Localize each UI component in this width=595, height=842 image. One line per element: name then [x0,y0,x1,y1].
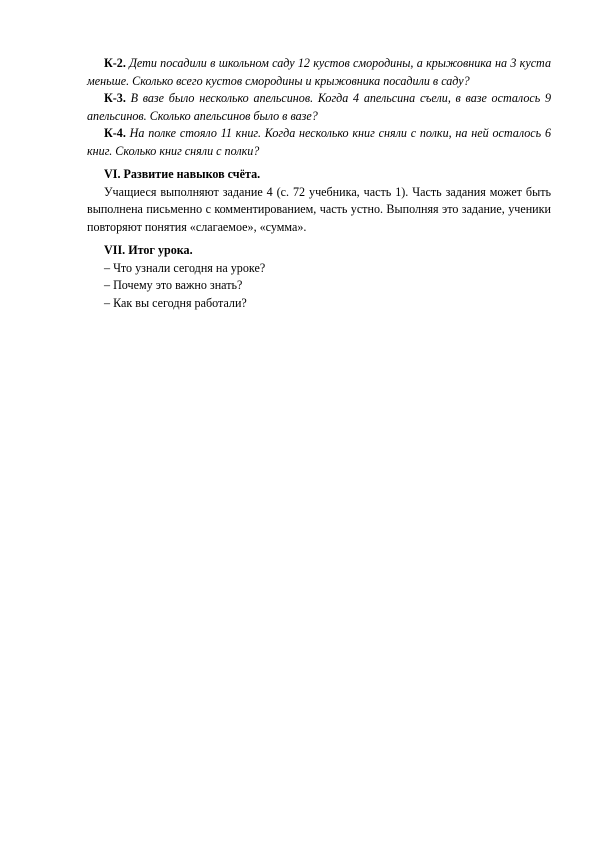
task-text: В вазе было несколько апельсинов. Когда 4 апельсина съели, в вазе осталось 9 апельсинов. Сколько апельсинов было в вазе? [87,91,551,123]
task-id: К-3. [104,91,126,105]
question-item: – Почему это важно знать? [104,278,243,292]
section-heading-vi: VI. Развитие навыков счёта. [104,167,261,181]
task-k2 [87,55,551,90]
task-k4 [87,125,551,160]
task-text: На полке стояло 11 книг. Когда несколько книг сняли с полки, на ней осталось 6 книг. Сколько книг сняли с полки? [87,126,551,158]
task-id: К-2. [104,56,126,70]
question-list [87,260,551,313]
question-item: – Как вы сегодня работали? [104,295,247,310]
task-id: К-4. [104,126,126,140]
task-text: Дети посадили в школьном саду 12 кустов смородины, а крыжовника на 3 куста меньше. Сколько всего кустов смородины и крыжовника посадили в саду? [87,56,551,88]
question-item: – Что узнали сегодня на уроке? [104,260,266,275]
task-k3 [87,90,551,125]
section-heading-vii: VII. Итог урока. [104,243,193,257]
document-page [87,55,551,312]
section-vi-text: Учащиеся выполняют задание 4 (с. 72 учебника, часть 1). Часть задания может быть выполнена письменно с комментированием, часть устно. Выполняя это задание, ученики повторяют понятия «слагаемое», «сумма». [87,184,551,234]
